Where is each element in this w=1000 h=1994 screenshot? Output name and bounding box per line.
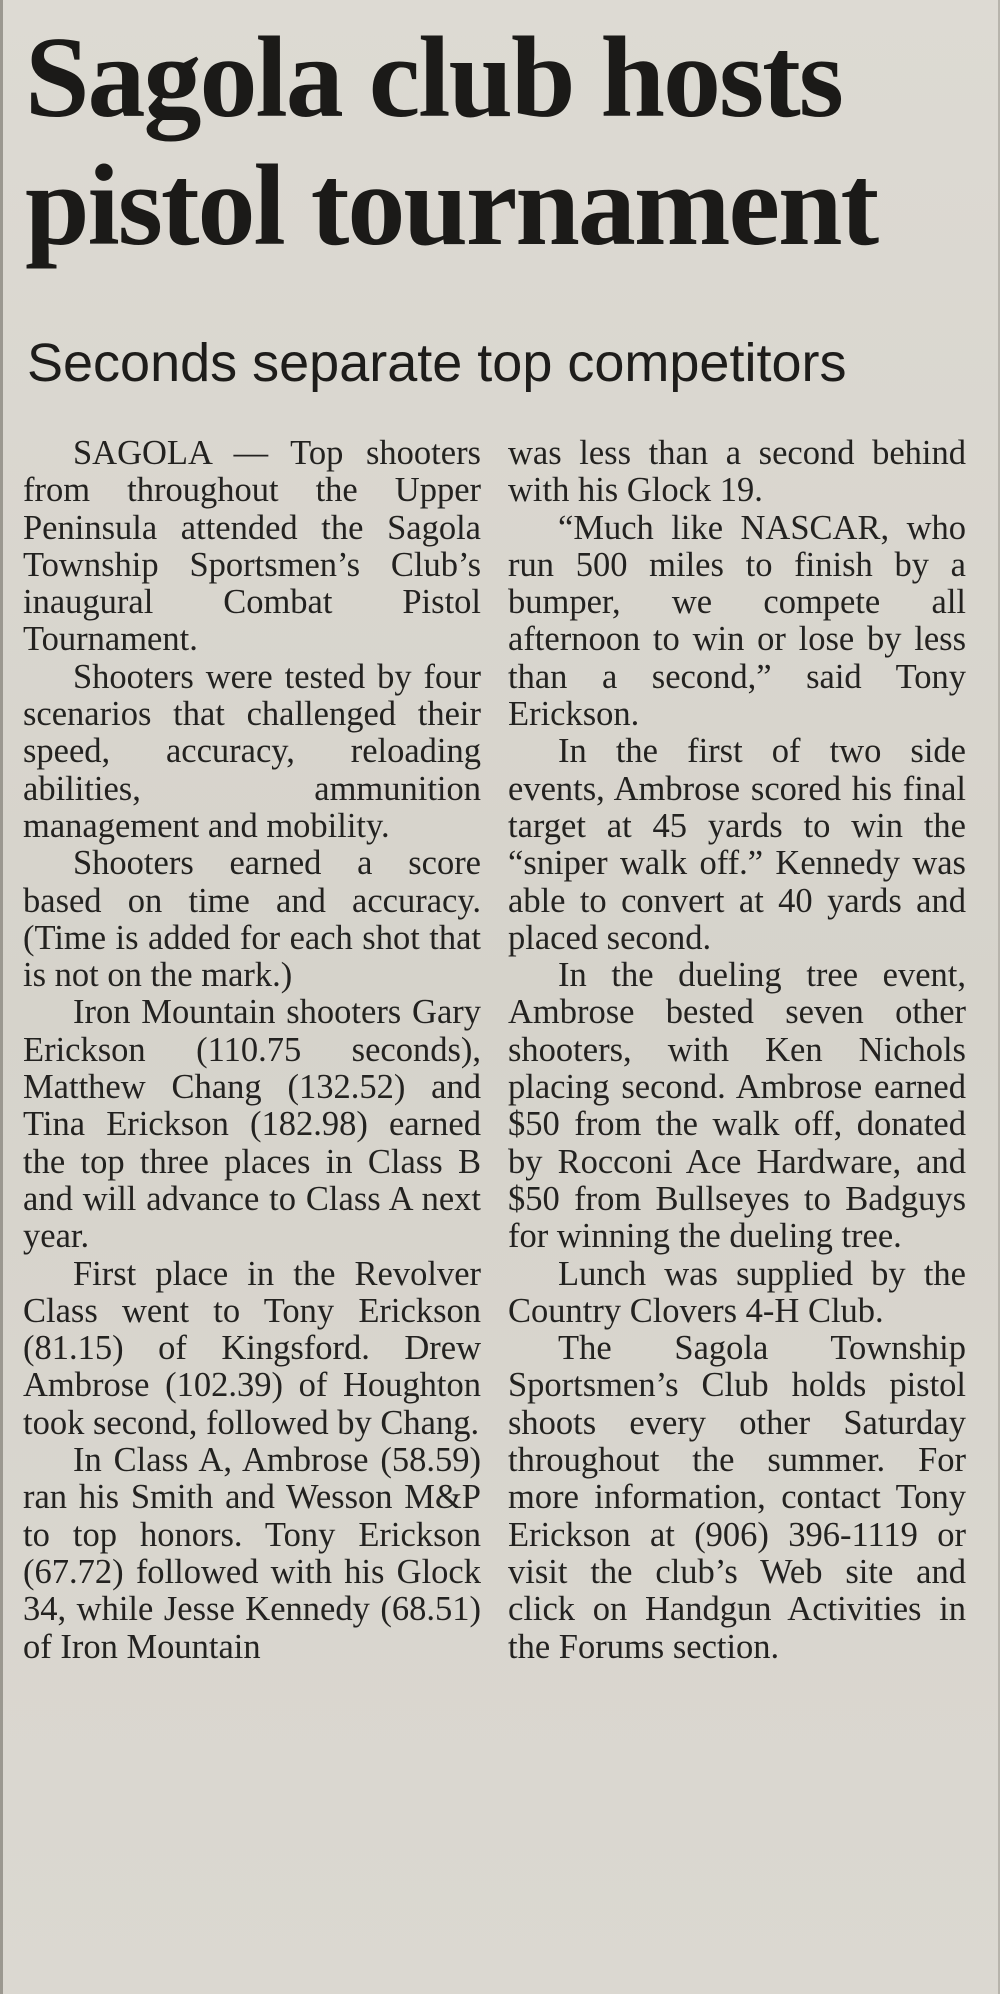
paragraph: Iron Mountain shooters Gary Erickson (110.75 seconds), Matthew Chang (132.52) and Tina Erickson (182.98) earned the top three places in Class B and will advance to Class A next year.	[23, 993, 481, 1256]
subheadline: Seconds separate top competitors	[27, 333, 847, 393]
paragraph-quote: “Much like NASCAR, who run 500 miles to finish by a bumper, we compete all afternoon to win or lose by less than a second,” said Tony Erickson.	[508, 508, 966, 734]
paragraph: Shooters were tested by four scenarios that challenged their speed, accuracy, reloading abilities, ammunition management and mobility.	[23, 657, 481, 845]
paragraph-continued: was less than a second behind with his Glock 19.	[508, 434, 966, 510]
paragraph: In Class A, Ambrose (58.59) ran his Smith and Wesson M&P to top honors. Tony Erickson (67.72) followed with his Glock 34, while Jesse Kennedy (68.51) of Iron Mountain	[23, 1441, 481, 1666]
article-column-right	[508, 435, 966, 1666]
paragraph-dateline: SAGOLA — Top shooters from throughout the Upper Peninsula attended the Sagola Township Sportsmen’s Club’s inaugural Combat Pistol Tournament.	[23, 434, 481, 659]
paragraph: Shooters earned a score based on time and accuracy. (Time is added for each shot that is not on the mark.)	[23, 844, 481, 995]
article-column-left	[23, 435, 481, 1666]
paragraph: Lunch was supplied by the Country Clovers 4-H Club.	[508, 1254, 966, 1330]
paragraph: In the dueling tree event, Ambrose bested seven other shooters, with Ken Nichols placing second. Ambrose earned $50 from the walk off, donated by Rocconi Ace Hardware, and $50 from Bullseyes to Badguys for winning the dueling tree.	[508, 956, 966, 1256]
headline: Sagola club hosts pistol tournament	[25, 14, 878, 270]
paragraph: First place in the Revolver Class went to Tony Erickson (81.15) of Kingsford. Drew Ambrose (102.39) of Houghton took second, followed by Chang.	[23, 1254, 481, 1442]
paragraph: In the first of two side events, Ambrose scored his final target at 45 yards to win the “sniper walk off.” Kennedy was able to convert at 40 yards and placed second.	[508, 732, 966, 957]
paragraph-contact: The Sagola Township Sportsmen’s Club holds pistol shoots every other Saturday throughout the summer. For more information, contact Tony Erickson at (906) 396-1119 or visit the club’s Web site and click on Handgun Activities in the Forums section.	[508, 1329, 966, 1666]
